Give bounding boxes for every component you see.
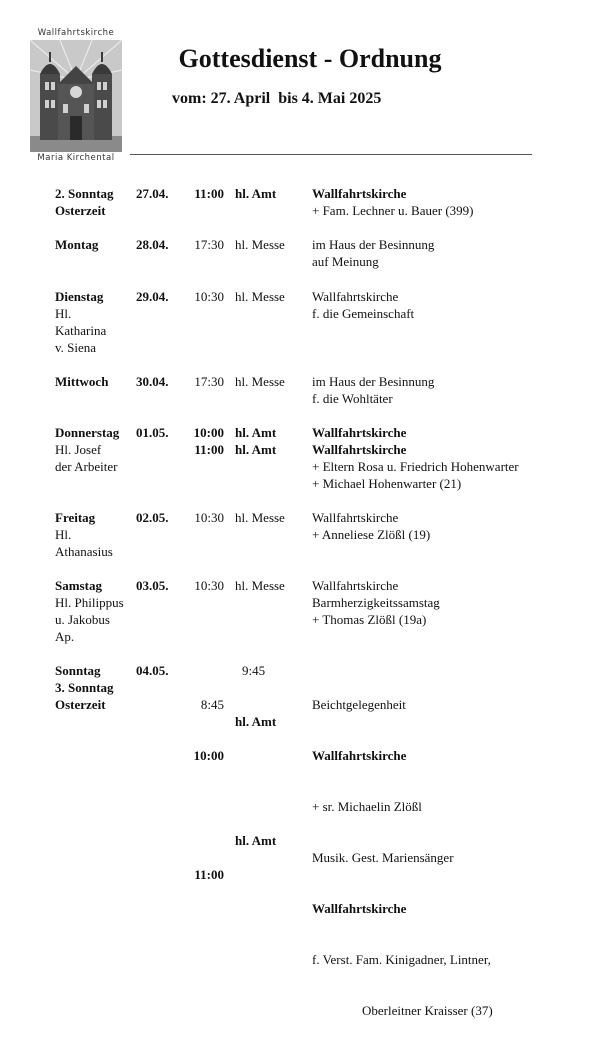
church-icon — [30, 40, 122, 152]
place-and-intention: Wallfahrtskirche + Anneliese Zlößl (19) — [312, 510, 431, 542]
date-range-subtitle: vom: 27. April bis 4. Mai 2025 — [172, 90, 382, 107]
day-label: Mittwoch — [55, 374, 109, 389]
date: 28.04. — [136, 237, 169, 252]
day-label: Freitag Hl. Athanasius — [55, 510, 113, 559]
date: 02.05. — [136, 510, 169, 525]
service-type: hl. Messe — [235, 237, 285, 252]
service-type: hl. Messe — [235, 289, 285, 304]
logo-bottom-text: Maria Kirchental — [37, 153, 115, 163]
date: 01.05. — [136, 425, 169, 440]
date: 30.04. — [136, 374, 169, 389]
place-and-intention: im Haus der Besinnung f. die Wohltäter — [312, 374, 435, 406]
page-title: Gottesdienst - Ordnung — [178, 44, 442, 73]
service-type: hl. Amt hl. Amt — [235, 425, 277, 457]
place-and-intention: Wallfahrtskirche + Fam. Lechner u. Bauer (399) — [312, 186, 474, 218]
day-label: Donnerstag Hl. Josef der Arbeiter — [55, 425, 120, 474]
time: 17:30 — [194, 374, 224, 389]
place-and-intention: im Haus der Besinnung auf Meinung — [312, 237, 435, 269]
time: 10:00 11:00 — [193, 425, 224, 457]
day-label: 2. Sonntag Osterzeit — [55, 186, 114, 218]
day-label: Montag — [55, 237, 99, 252]
header-divider — [130, 154, 532, 155]
date: 27.04. — [136, 186, 169, 201]
time: 10:30 — [194, 510, 224, 525]
day-label: Dienstag Hl. Katharina v. Siena — [55, 289, 107, 355]
date: 04.05. — [136, 663, 169, 678]
time: 11:00 — [194, 186, 224, 201]
service-type: hl. Messe — [235, 578, 285, 593]
end-time: 9:45 — [242, 663, 266, 678]
place-and-intention: Wallfahrtskirche Wallfahrtskirche + Eltern Rosa u. Friedrich Hohenwarter + Michael Hohenwarter (21) — [312, 425, 519, 491]
place-and-intention: Wallfahrtskirche f. die Gemeinschaft — [312, 289, 415, 321]
day-label: Sonntag 3. Sonntag Osterzeit — [55, 663, 114, 712]
service-type: hl. Messe — [235, 510, 285, 525]
time: 8:45 10:00 11:00 — [193, 697, 224, 882]
service-type: hl. Messe — [235, 374, 285, 389]
church-logo — [28, 28, 124, 163]
time: 10:30 — [194, 578, 224, 593]
logo-top-text: Wallfahrtskirche — [37, 28, 115, 38]
time: 17:30 — [194, 237, 224, 252]
date: 03.05. — [136, 578, 169, 593]
service-type: hl. Amt hl. Amt — [235, 714, 277, 848]
place-and-intention: Wallfahrtskirche Barmherzigkeitssamstag + Thomas Zlößl (19a) — [312, 578, 440, 627]
date: 29.04. — [136, 289, 169, 304]
service-type: hl. Amt — [235, 186, 277, 201]
place-and-intention: Beichtgelegenheit Wallfahrtskirche + sr. Michaelin Zlößl Musik. Gest. Mariensänger Wallfahrtskirche f. Verst. Fam. Kinigadner, Lintner, Oberleitner Kraisser (37) — [312, 697, 493, 1018]
day-label: Samstag Hl. Philippus u. Jakobus Ap. — [55, 578, 124, 644]
time: 10:30 — [194, 289, 224, 304]
